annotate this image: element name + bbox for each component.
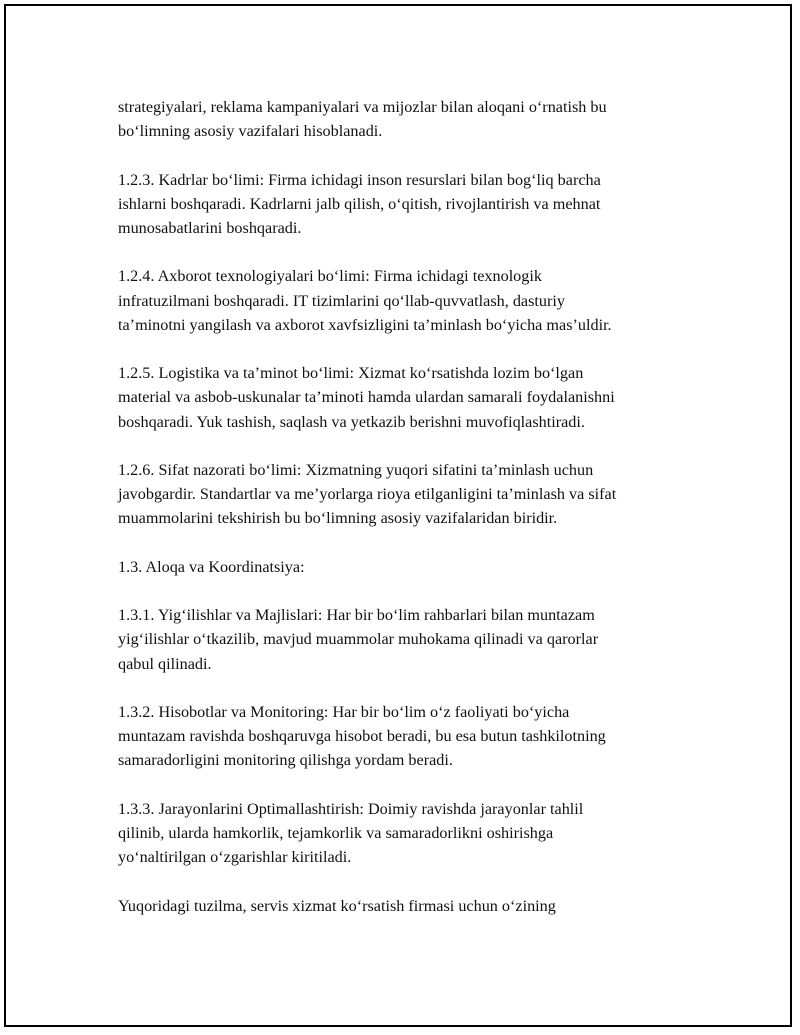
paragraph-1-2-5: 1.2.5. Logistika va taʼminot boʻlimi: Xizmat koʻrsatishda lozim boʻlgan material va asbob-uskunalar taʼminoti hamda ulardan samarali foydalanishni boshqaradi. Yuk tashish, saqlash va yetkazib berishni muvofiqlashtiradi. [118,364,615,431]
paragraph-intro-continuation: strategiyalari, reklama kampaniyalari va mijozlar bilan aloqani oʻrnatish bu boʻlimning asosiy vazifalari hisoblanadi. [118,98,607,141]
paragraph-1-2-6: 1.2.6. Sifat nazorati boʻlimi: Xizmatning yuqori sifatini taʼminlash uchun javobgardir. Standartlar va meʼyorlarga rioya etilganligini taʼminlash va sifat muammolarini tekshirish bu boʻlimning asosiy vazifalaridan biridir. [118,460,617,528]
paragraph-1-3-1: 1.3.1. Yigʻilishlar va Majlislari: Har bir boʻlim rahbarlari bilan muntazam yigʻilishlar oʻtkazilib, mavjud muammolar muhokama qilinadi va qarorlar qabul qilinadi. [118,606,599,673]
paragraph-1-2-4: 1.2.4. Axborot texnologiyalari boʻlimi: Firma ichidagi texnologik infratuzilmani boshqaradi. IT tizimlarini qoʻllab-quvvatlash, dasturiy taʼminotni yangilash va axborot xavfsizligini taʼminlash boʻyicha masʼuldir. [118,267,612,334]
section-heading-1-3: 1.3. Aloqa va Koordinatsiya: [118,557,305,576]
paragraph-1-3-2: 1.3.2. Hisobotlar va Monitoring: Har bir boʻlim oʻz faoliyati boʻyicha muntazam ravishda boshqaruvga hisobot beradi, bu esa butun tashkilotning samaradorligini monitoring qilishga yordam beradi. [118,702,606,770]
paragraph-1-2-3: 1.2.3. Kadrlar boʻlimi: Firma ichidagi inson resurslari bilan bogʻliq barcha ishlarni boshqaradi. Kadrlarni jalb qilish, oʻqitish, rivojlantirish va mehnat munosabatlarini boshqaradi. [118,170,601,237]
document-body [118,95,698,942]
paragraph-conclusion-start: Yuqoridagi tuzilma, servis xizmat koʻrsatish firmasi uchun oʻzining [118,896,556,915]
paragraph-1-3-3: 1.3.3. Jarayonlarini Optimallashtirish: Doimiy ravishda jarayonlar tahlil qilinib, ularda hamkorlik, tejamkorlik va samaradorlikni oshirishga yoʻnaltirilgan oʻzgarishlar kiritiladi. [118,799,584,867]
